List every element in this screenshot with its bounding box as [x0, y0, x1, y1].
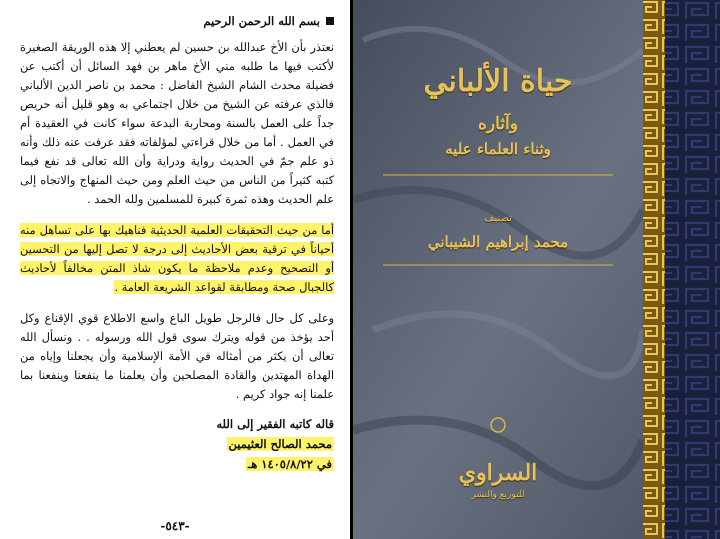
paragraph-3: وعلى كل حال فالرجل طويل الباع واسع الاطلاع قوي الإقناع وكل أحد يؤخذ من قوله ويترك سوى قول الله ورسوله . . ونسأل الله تعالى أن يكثر من أمثاله في الأمة الإسلامية وأن يجعلنا وإياه من الهداة المهتدين والقادة المصلحين وأن يعلمنا ما ينفعنا وينفعنا بما علمنا إنه جواد كريم . — [20, 311, 334, 401]
cover-publisher: السراوي — [458, 460, 538, 486]
cover-author: محمد إبراهيم الشيباني — [427, 233, 569, 251]
square-bullet-icon — [326, 17, 334, 25]
signature-block — [20, 414, 334, 474]
paragraph-1: نعتذر بأن الأخ عبدالله بن حسين لم يعطني إلا هذه الوريقة الصغيرة لأكتب فيها ما طلبه مني الأخ ماهر بن فهد السائل أن أكتب عن فضيلة محدث الشام الشيخ الفاضل : محمد بن ناصر الدين الألباني فالذي عرفته عن الشيخ من خلال اجتماعي به وهو قليل أنه حريص جداً على العمل بالسنة ومحاربة البدعة سواء كانت في العقيدة أم في العمل . أما من خلال قراءتي لمؤلفاته فقد عرفت عنه ذلك وأنه ذو علم جمّ في الحديث رواية ودراية وأن الله تعالى قد نفع فيما كتبه كثيراً من الناس من حيث العلم ومن حيث المنهاج والاتجاه إلى علم الحديث وهذه ثمرة كبيرة للمسلمين ولله الحمد . — [20, 40, 334, 206]
highlighted-text: أما من حيث التحقيقات العلمية الحديثية فناهيك بها على تساهل منه أحياناً في ترقية بعض الأحاديث إلى درجة لا تصل إليها من التحسين أو التصحيح وعدم ملاحظة ما يكون شاذ المتن مخالفاً لأحاديث كالجبال صحة ومطابقة لقواعد الشريعة العامة . — [20, 223, 334, 294]
page-number: -٥٤٣- — [160, 519, 190, 533]
book-cover — [353, 0, 720, 539]
cover-subtitle-1: وآثاره — [478, 114, 518, 134]
gold-ornament-border — [643, 0, 665, 539]
cover-author-label: تصنيف — [484, 213, 512, 224]
cover-subtitle-2: وثناء العلماء عليه — [445, 140, 551, 158]
paragraph-2 — [20, 221, 334, 297]
cover-publisher-sub: للتوزيع والنشر — [471, 490, 525, 500]
blue-ornament-spine — [665, 0, 720, 539]
cover-title: حياة الألباني — [423, 64, 573, 99]
signature-name: محمد الصالح العثيمين — [228, 437, 332, 451]
document-page — [0, 0, 350, 539]
signature-date: في ١٤٠٥/٨/٢٢ هـ — [247, 457, 332, 471]
signature-intro: قاله كاتبه الفقير إلى الله — [216, 417, 334, 431]
basmala-text: بسم الله الرحمن الرحيم — [203, 14, 320, 28]
basmala-heading — [20, 14, 334, 28]
